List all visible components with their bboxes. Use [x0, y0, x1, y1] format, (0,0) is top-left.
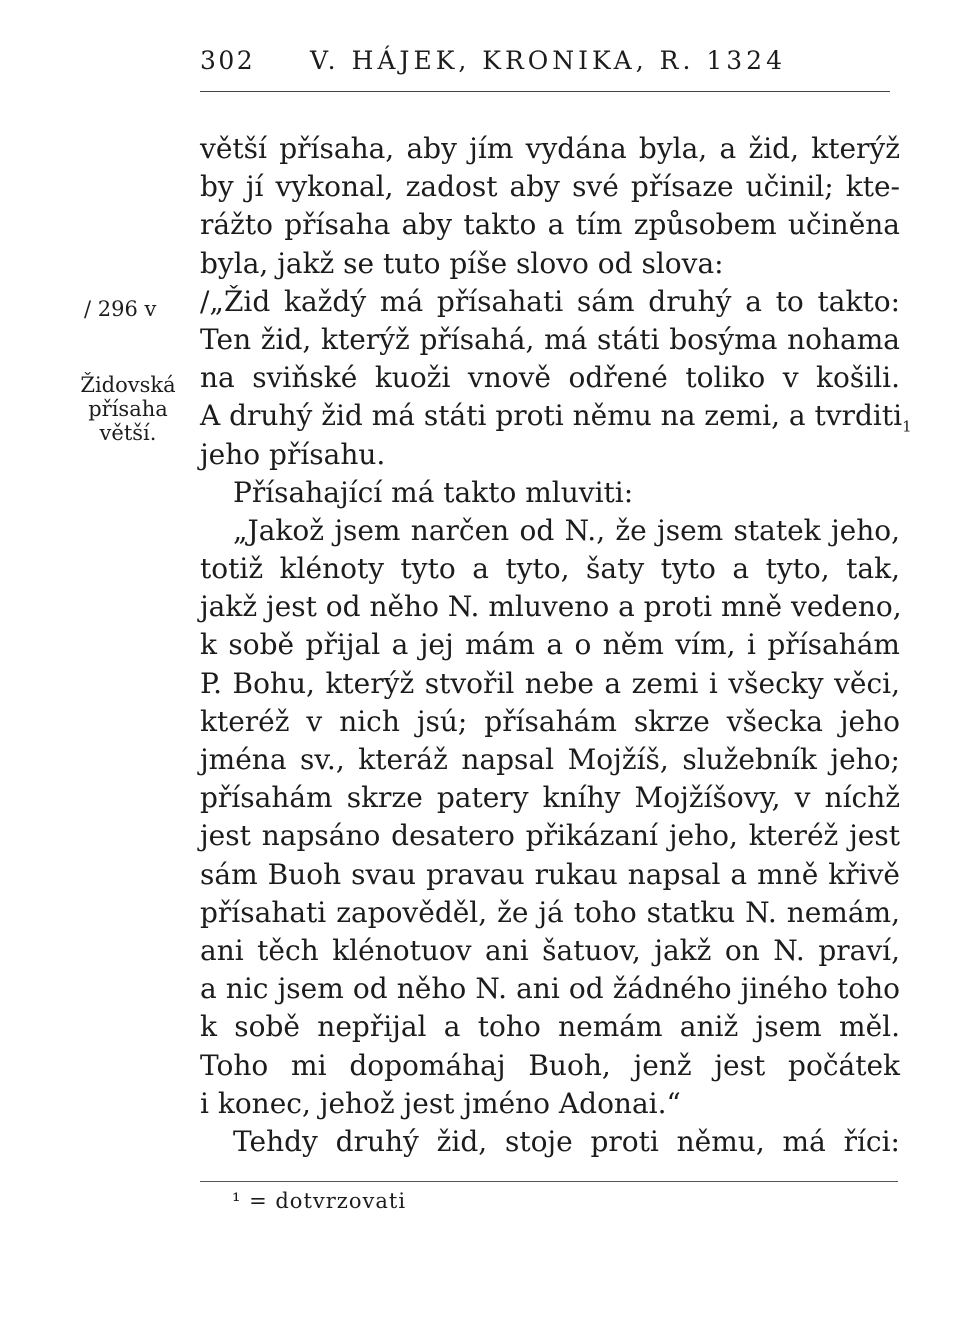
text-line: i konec, jehož jest jméno Adonai.“ — [200, 1086, 681, 1120]
text-line: jest napsáno desatero přikázaní jeho, kteréž jest — [200, 819, 900, 853]
footnote-marker: 1 — [902, 417, 912, 436]
text-line: jakž jest od něho N. mluveno a proti mně vedeno, — [200, 590, 902, 624]
text-line: jména sv., kteráž napsal Mojžíš, služebník jeho; — [200, 743, 900, 776]
text-line: k sobě nepřijal a toho nemám aniž jsem měl. — [200, 1010, 900, 1044]
text-line: k sobě přijal a jej mám a o něm vím, i přísahám — [200, 628, 900, 662]
text-line — [200, 397, 912, 436]
marginal-gloss — [66, 373, 190, 445]
text-line: Toho mi dopomáhaj Buoh, jenž jest počátek — [200, 1048, 900, 1082]
text-line: Tehdy druhý žid, stoje proti němu, má říci: — [233, 1124, 900, 1158]
text-line: na sviňské kuoži vnově odřené toliko v košili. — [200, 361, 900, 395]
text-line: /„Žid každý má přísahati sám druhý a to takto: — [200, 284, 900, 318]
text-line: přísahám skrze patery kníhy Mojžíšovy, v níchž — [200, 781, 900, 815]
text-line: kteréž v nich jsú; přísahám skrze všecka jeho — [200, 704, 900, 738]
page-number: 302 — [200, 46, 256, 75]
text-line: Přísahající má takto mluviti: — [233, 475, 634, 509]
text-line: sám Buoh svau pravau rukau napsal a mně křivě — [200, 857, 900, 891]
text-line: rážto přísaha aby takto a tím způsobem učiněna — [200, 208, 900, 242]
footnote-rule — [200, 1181, 898, 1182]
text-line: ani těch klénotuov ani šatuov, jakž on N. praví, — [200, 933, 900, 967]
gloss-line: Židovská — [80, 373, 176, 397]
text-line: a nic jsem od něho N. ani od žádného jiného toho — [200, 972, 900, 1006]
text-line: větší přísaha, aby jím vydána byla, a žid, kterýž — [200, 132, 900, 165]
text-line: „Jakož jsem narčen od N., že jsem statek jeho, — [233, 513, 900, 547]
text-line: Ten žid, kterýž přísahá, má státi bosýma nohama — [200, 322, 900, 356]
running-header — [200, 46, 880, 86]
gloss-line: přísaha — [88, 397, 168, 421]
folio-reference: / 296 v — [84, 297, 157, 321]
text-line: jeho přísahu. — [200, 437, 386, 471]
text-line: přísahati zapověděl, že já toho statku N. nemám, — [200, 895, 900, 929]
text-line: P. Bohu, kterýž stvořil nebe a zemi i všecky věci, — [200, 666, 900, 700]
body-text — [200, 130, 912, 1161]
footnote: ¹ = dotvrzovati — [232, 1189, 407, 1213]
gloss-line: větší. — [99, 421, 157, 445]
header-rule — [200, 91, 890, 92]
text-line: totiž klénoty tyto a tyto, šaty tyto a tyto, tak, — [200, 552, 900, 586]
text-line-content: A druhý žid má státi proti němu na zemi, a tvrditi — [200, 399, 903, 433]
text-line: byla, jakž se tuto píše slovo od slova: — [200, 246, 724, 280]
running-title: V. HÁJEK, KRONIKA, R. 1324 — [310, 46, 786, 75]
text-line: by jí vykonal, zadost aby své přísaze učinil; kte- — [200, 170, 900, 204]
